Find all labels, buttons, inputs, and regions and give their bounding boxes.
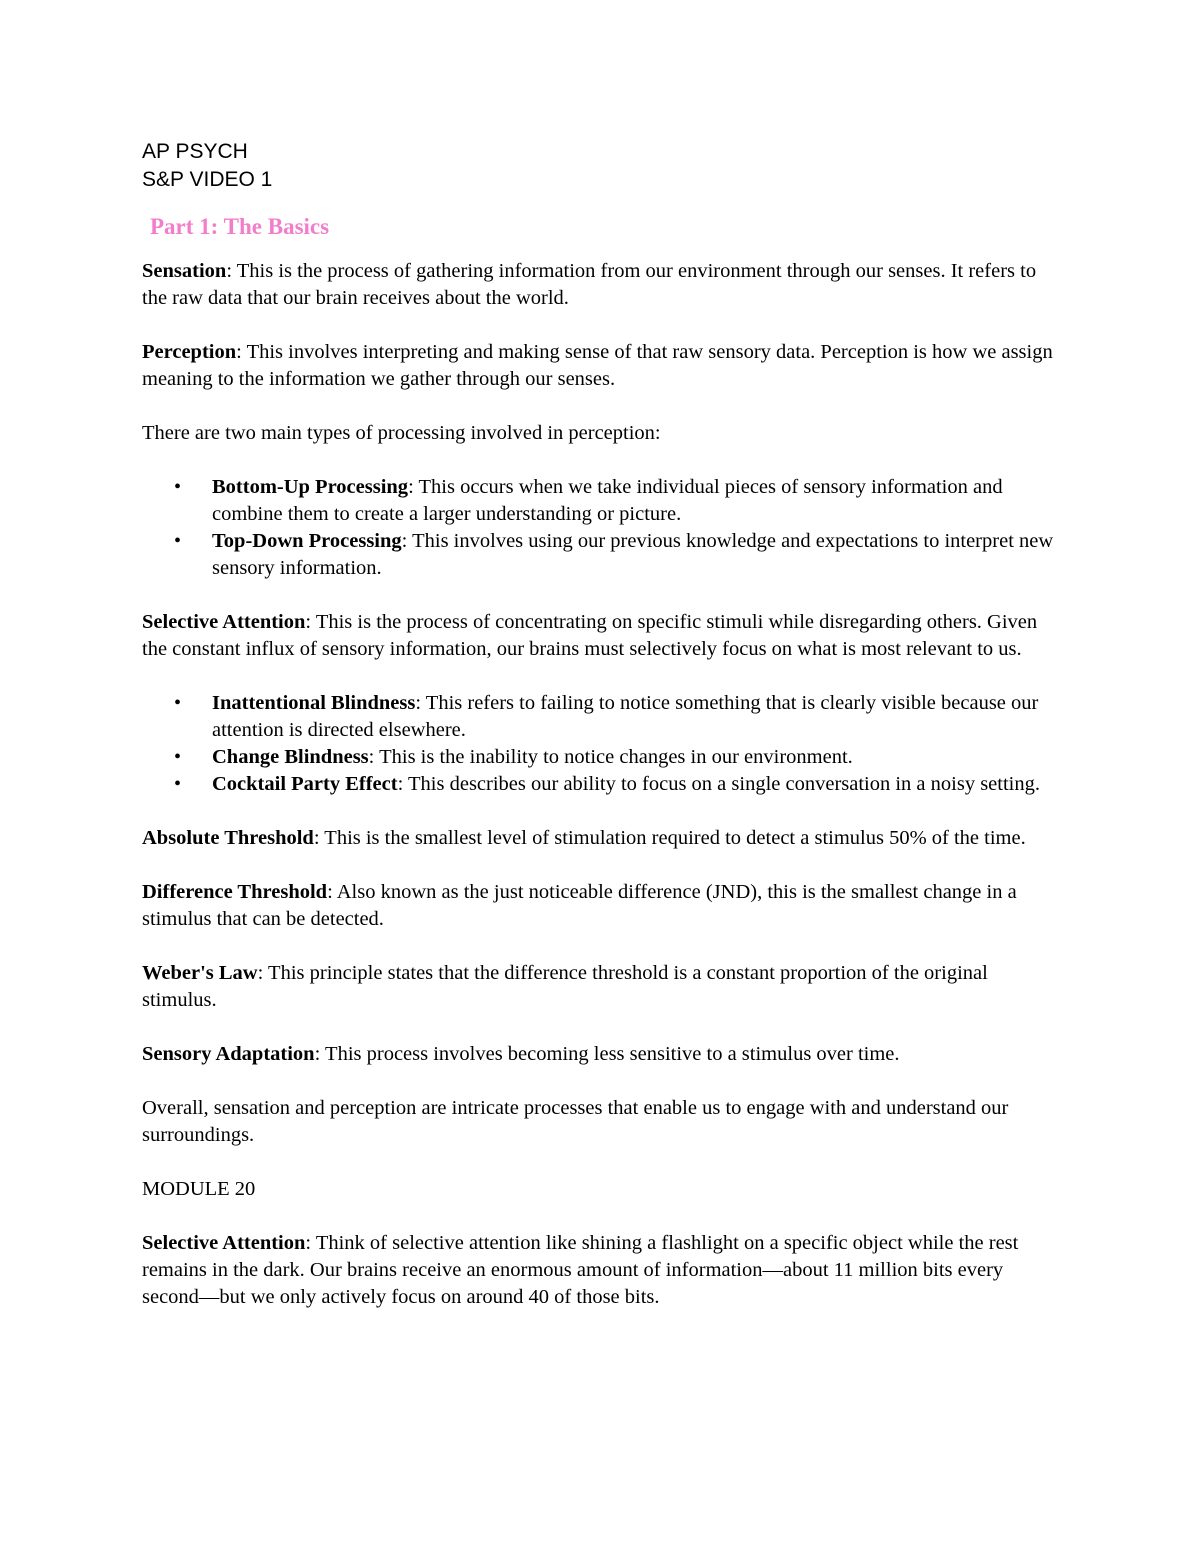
- list-item-term: Inattentional Blindness: [212, 692, 416, 714]
- list-item: [212, 474, 1062, 528]
- difference-threshold-term: Difference Threshold: [142, 881, 328, 903]
- perception-definition: : This involves interpreting and making sense of that raw sensory data. Perception is how we assign meaning to the information we gather through our senses.: [142, 341, 1053, 390]
- list-item-term: Change Blindness: [212, 746, 369, 768]
- module-selective-attention-paragraph: [142, 1230, 1062, 1311]
- document-header: [142, 138, 1062, 194]
- sensation-paragraph: [142, 258, 1062, 312]
- absolute-threshold-definition: : This is the smallest level of stimulation required to detect a stimulus 50% of the time.: [313, 827, 1026, 849]
- processing-intro: There are two main types of processing involved in perception:: [142, 422, 661, 444]
- list-item: [212, 771, 1062, 798]
- module-selective-attention-definition: : Think of selective attention like shining a flashlight on a specific object while the rest remains in the dark. Our brains receive an enormous amount of information—about 11 million bits every second—but we only actively focus on around 40 of those bits.: [142, 1232, 1019, 1308]
- module-heading: MODULE 20: [142, 1178, 256, 1200]
- difference-threshold-definition: : Also known as the just noticeable difference (JND), this is the smallest change in a stimulus that can be detected.: [142, 881, 1017, 930]
- module-selective-attention-term: Selective Attention: [142, 1232, 306, 1254]
- sensation-term: Sensation: [142, 260, 227, 282]
- list-item: [212, 744, 1062, 771]
- list-item-term: Cocktail Party Effect: [212, 773, 398, 795]
- webers-law-paragraph: [142, 960, 1062, 1014]
- list-item-definition: : This is the inability to notice changes in our environment.: [368, 746, 853, 768]
- document-page: [142, 138, 1062, 1338]
- list-item-definition: : This occurs when we take individual pieces of sensory information and combine them to create a larger understanding or picture.: [212, 476, 1003, 525]
- sensory-adaptation-definition: : This process involves becoming less sensitive to a stimulus over time.: [314, 1043, 900, 1065]
- course-title: AP PSYCH: [142, 140, 248, 163]
- attention-list: [142, 690, 1062, 798]
- perception-term: Perception: [142, 341, 237, 363]
- sensory-adaptation-term: Sensory Adaptation: [142, 1043, 315, 1065]
- sensation-definition: : This is the process of gathering information from our environment through our senses. It refers to the raw data that our brain receives about the world.: [142, 260, 1037, 309]
- list-item-term: Bottom-Up Processing: [212, 476, 409, 498]
- absolute-threshold-paragraph: [142, 825, 1062, 852]
- selective-attention-definition: : This is the process of concentrating on specific stimuli while disregarding others. Given the constant influx of sensory information, our brains must selectively focus on what is most relevant to us.: [142, 611, 1038, 660]
- perception-paragraph: [142, 339, 1062, 393]
- processing-list: [142, 474, 1062, 582]
- list-item-definition: : This describes our ability to focus on a single conversation in a noisy setting.: [397, 773, 1040, 795]
- list-item: [212, 528, 1062, 582]
- part-heading: Part 1: The Basics: [150, 214, 330, 239]
- absolute-threshold-term: Absolute Threshold: [142, 827, 314, 849]
- webers-law-term: Weber's Law: [142, 962, 258, 984]
- selective-attention-term: Selective Attention: [142, 611, 306, 633]
- list-item-definition: : This refers to failing to notice something that is clearly visible because our attention is directed elsewhere.: [212, 692, 1039, 741]
- difference-threshold-paragraph: [142, 879, 1062, 933]
- sensory-adaptation-paragraph: [142, 1041, 1062, 1068]
- selective-attention-paragraph: [142, 609, 1062, 663]
- list-item-definition: : This involves using our previous knowledge and expectations to interpret new sensory information.: [212, 530, 1054, 579]
- video-title: S&P VIDEO 1: [142, 168, 273, 191]
- webers-law-definition: : This principle states that the difference threshold is a constant proportion of the original stimulus.: [142, 962, 988, 1011]
- list-item-term: Top-Down Processing: [212, 530, 402, 552]
- list-item: [212, 690, 1062, 744]
- overall-paragraph: Overall, sensation and perception are intricate processes that enable us to engage with and understand our surroundings.: [142, 1097, 1009, 1146]
